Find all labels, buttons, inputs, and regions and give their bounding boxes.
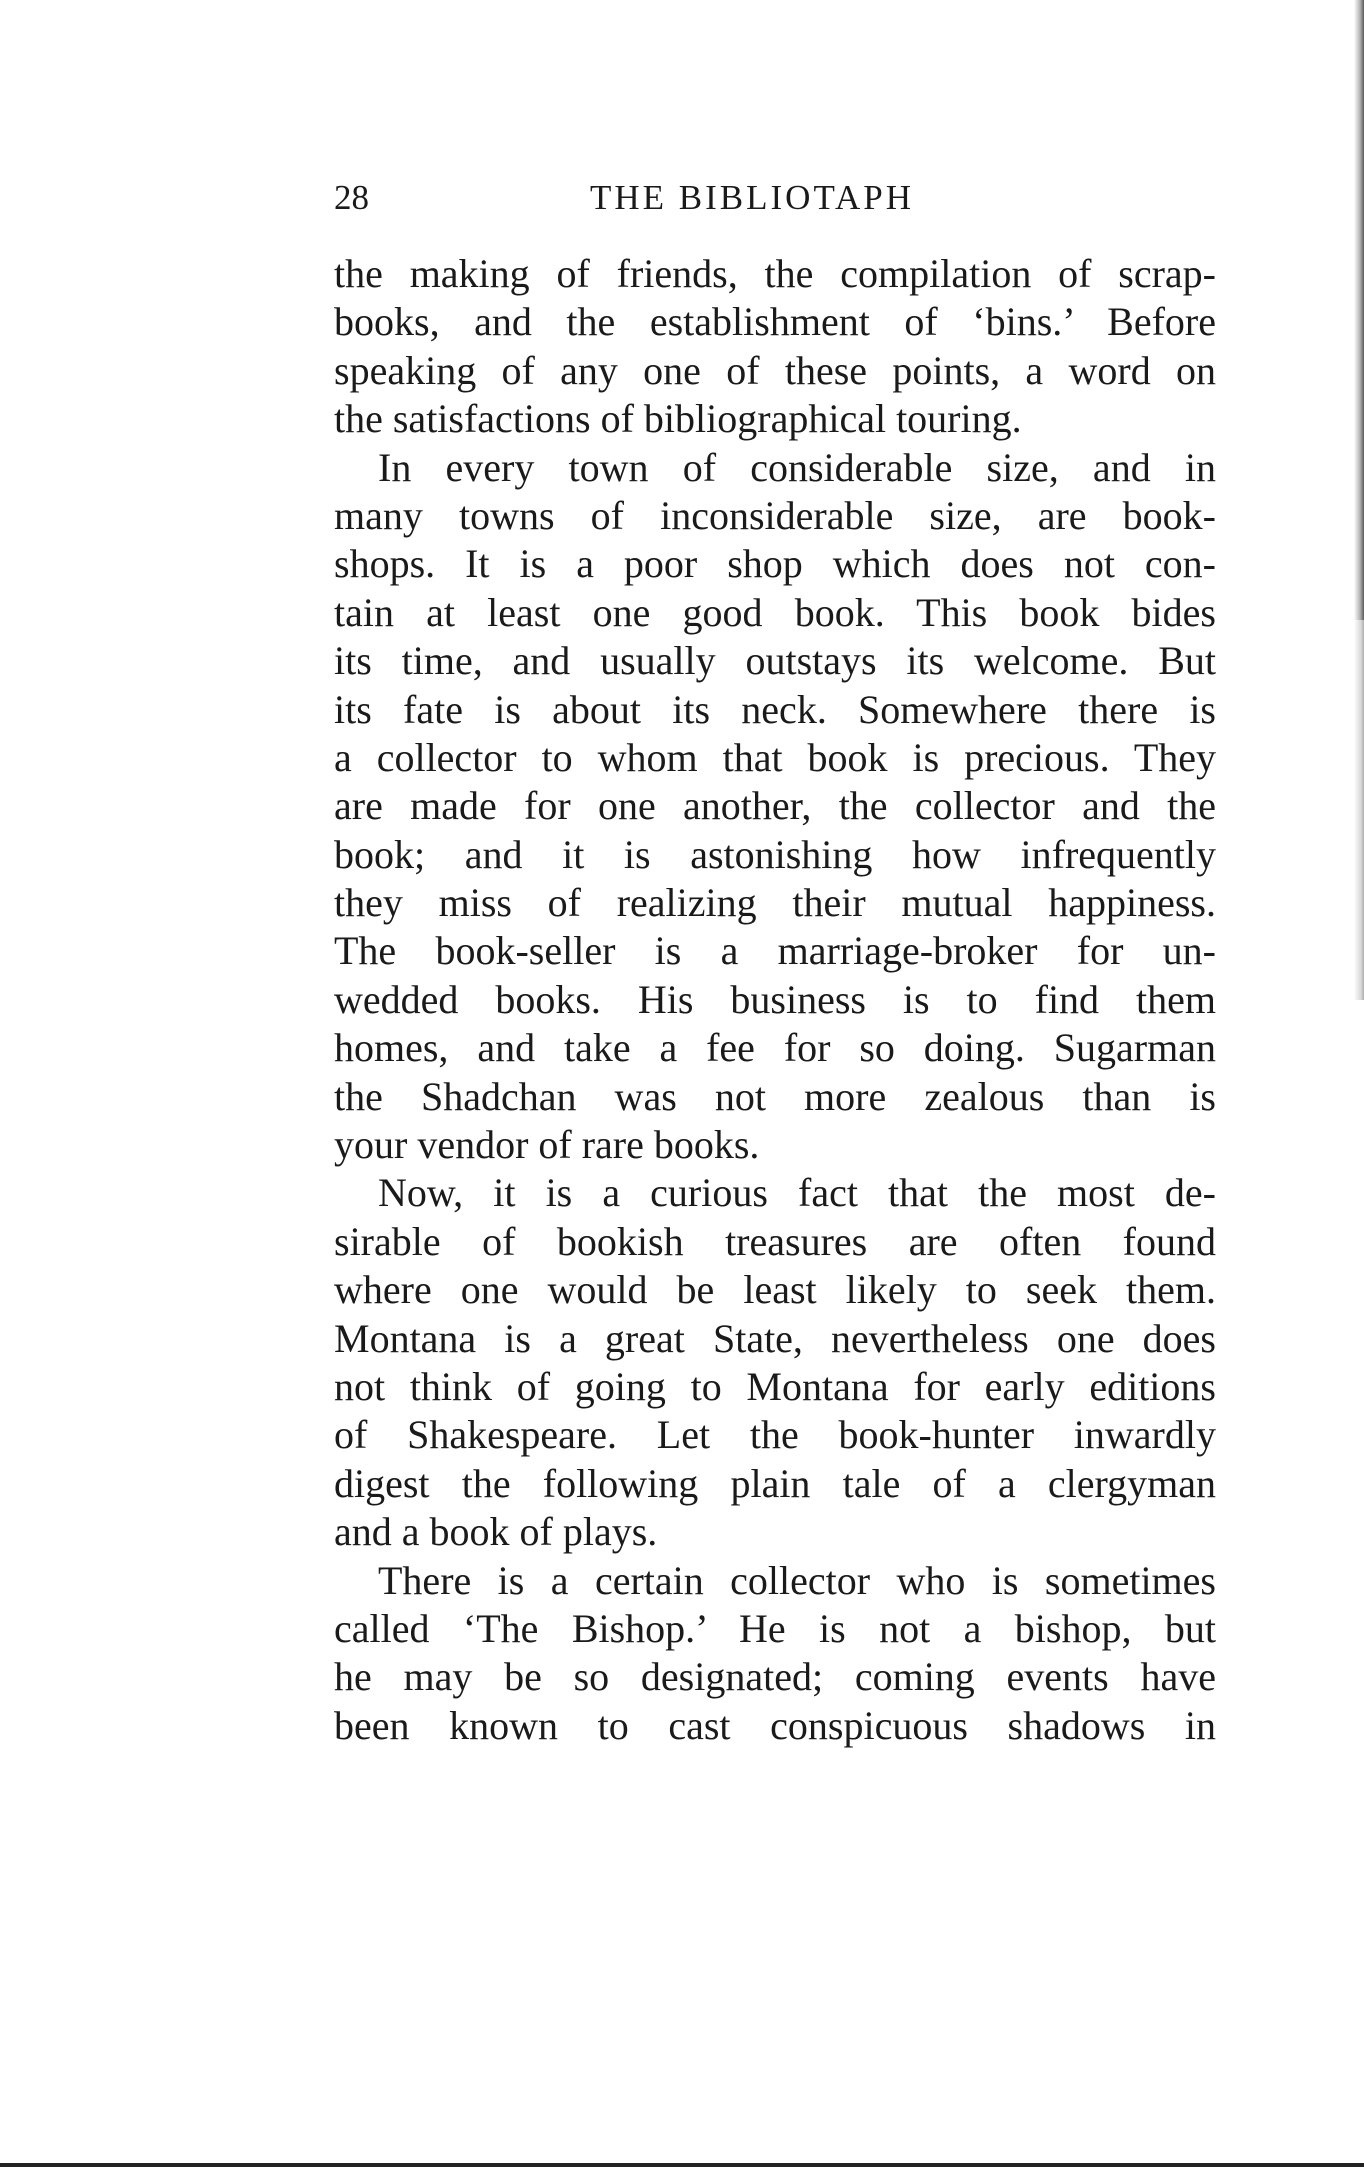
text-line: the satisfactions of bibliographical touring. [334,396,1022,442]
page-binding-edge-lower [1354,620,1364,1000]
text-line: the making of friends, the compilation of scrap- [334,251,1216,296]
text-line: not think of going to Montana for early editions [334,1363,1216,1409]
page-binding-edge [1354,0,1364,620]
text-line: In every town of considerable size, and in [378,444,1216,490]
text-line: your vendor of rare books. [334,1122,760,1168]
text-line: homes, and take a fee for so doing. Sugarman [334,1025,1216,1071]
text-line: called ‘The Bishop.’ He is not a bishop, but [334,1605,1216,1651]
text-line: book; and it is astonishing how infrequently [334,831,1216,877]
text-line: its fate is about its neck. Somewhere there is [334,686,1216,732]
text-line: its time, and usually outstays its welcome. But [334,638,1216,684]
text-line: a collector to whom that book is precious. They [334,734,1216,780]
body-text [334,250,1216,1750]
page-number: 28 [334,178,369,217]
running-head [334,178,1216,228]
text-line: books, and the establishment of ‘bins.’ Before [334,299,1216,345]
text-line: Montana is a great State, nevertheless one does [334,1315,1216,1361]
text-line: wedded books. His business is to find them [334,976,1216,1022]
text-line: are made for one another, the collector and the [334,783,1216,829]
text-line: shops. It is a poor shop which does not con- [334,541,1216,587]
text-line: tain at least one good book. This book bides [334,589,1216,635]
text-line: where one would be least likely to seek them. [334,1267,1216,1313]
text-line: digest the following plain tale of a clergyman [334,1460,1216,1506]
text-line: been known to cast conspicuous shadows in [334,1702,1216,1748]
text-line: and a book of plays. [334,1509,658,1555]
text-line: of Shakespeare. Let the book-hunter inwardly [334,1412,1216,1458]
text-line: he may be so designated; coming events have [334,1654,1216,1700]
text-line: sirable of bookish treasures are often found [334,1218,1216,1264]
page-bottom-edge [0,2163,1364,2167]
text-line: many towns of inconsiderable size, are book- [334,492,1216,538]
running-title: THE BIBLIOTAPH [590,178,915,217]
text-line: the Shadchan was not more zealous than is [334,1073,1216,1119]
text-line: The book-seller is a marriage-broker for un- [334,928,1216,974]
text-line: Now, it is a curious fact that the most de- [378,1170,1216,1216]
text-line: There is a certain collector who is sometimes [378,1557,1216,1603]
text-line: they miss of realizing their mutual happiness. [334,880,1216,926]
text-line: speaking of any one of these points, a word on [334,347,1216,393]
